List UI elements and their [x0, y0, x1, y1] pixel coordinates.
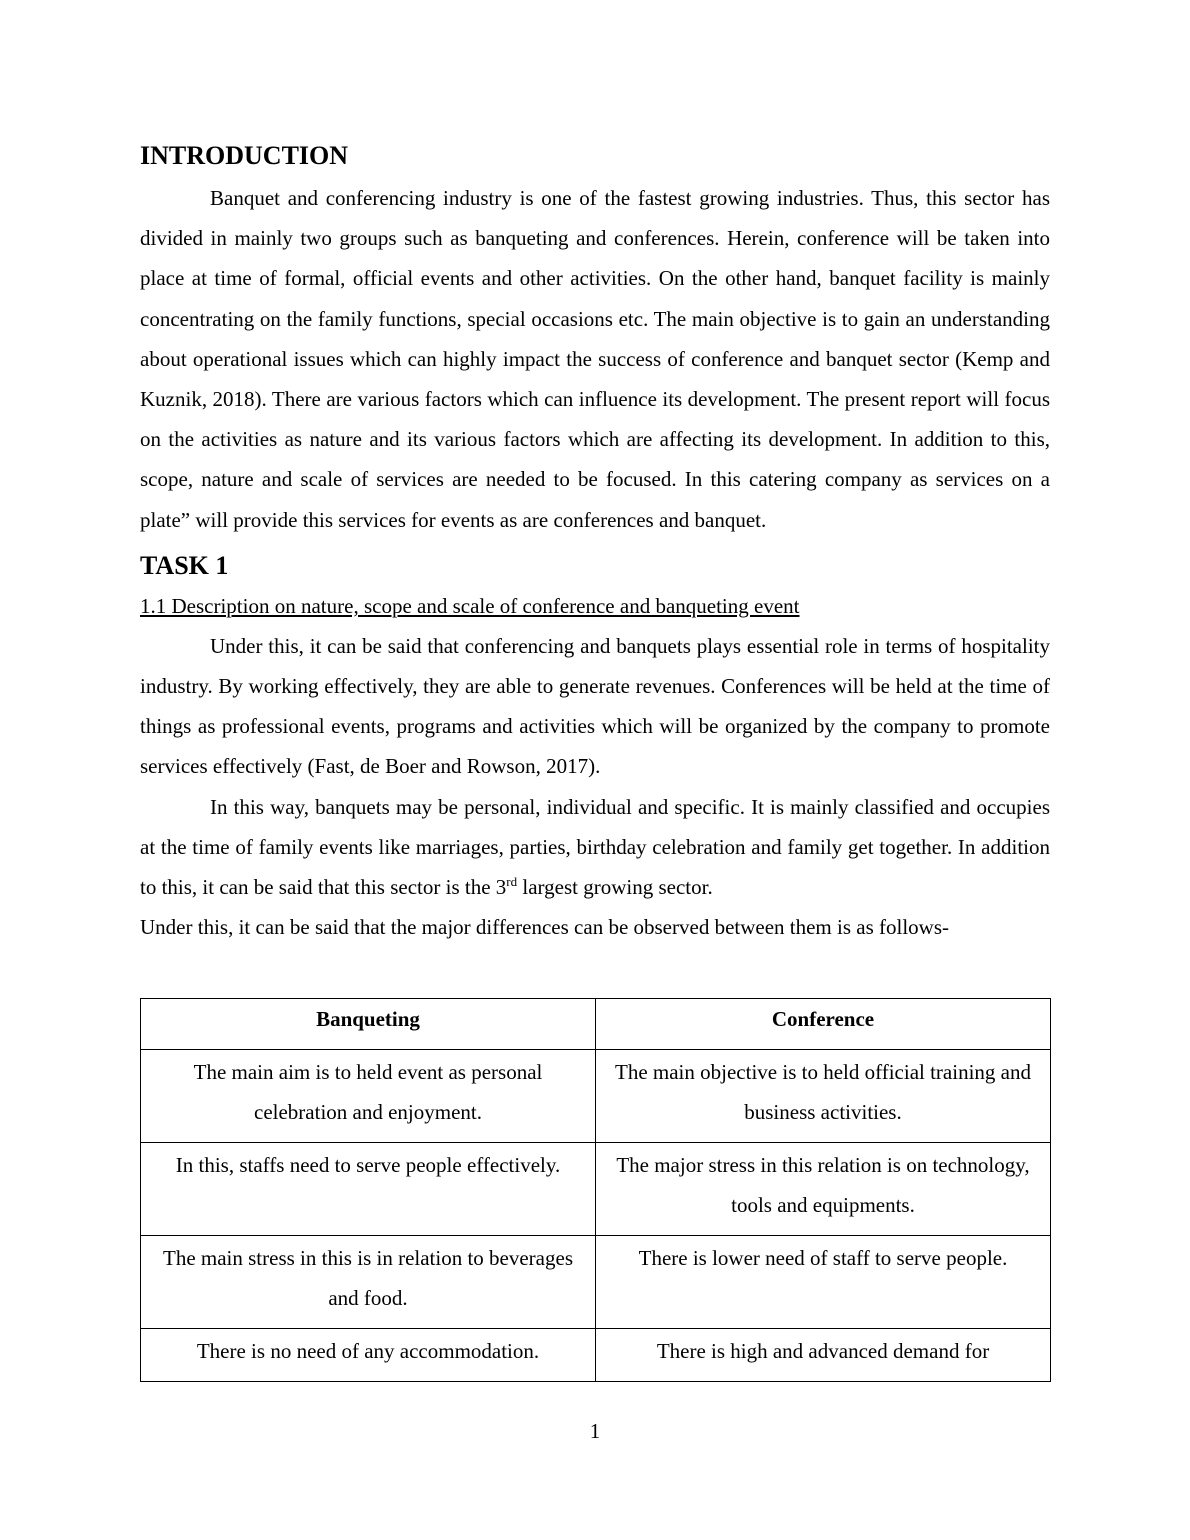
table-cell-banqueting: In this, staffs need to serve people effectively. — [141, 1143, 596, 1236]
table-header-row — [141, 999, 1051, 1050]
task1-heading: TASK 1 — [140, 550, 229, 580]
page-content — [140, 138, 1050, 947]
header-banqueting: Banqueting — [141, 999, 596, 1050]
task1-paragraph-2 — [140, 787, 1050, 908]
ordinal-suffix: rd — [506, 874, 518, 890]
table-row — [141, 1236, 1051, 1329]
task1-subheading: 1.1 Description on nature, scope and scale of conference and banqueting event — [140, 593, 800, 618]
introduction-paragraph: Banquet and conferencing industry is one of the fastest growing industries. Thus, this sector has divided in mainly two groups such as banqueting and conferences. Herein, conference will be taken into place at time of formal, official events and other activities. On the other hand, banquet facility is mainly concentrating on the family functions, special occasions etc. The main objective is to gain an understanding about operational issues which can highly impact the success of conference and banquet sector (Kemp and Kuznik, 2018). There are various factors which can influence its development. The present report will focus on the activities as nature and its various factors which are affecting its development. In addition to this, scope, nature and scale of services are needed to be focused. In this catering company as services on a plate” will provide this services for events as are conferences and banquet. — [140, 186, 1050, 532]
task1-paragraph-2-end: largest growing sector. — [517, 875, 713, 900]
table-row — [141, 1143, 1051, 1236]
comparison-table — [140, 998, 1051, 1382]
introduction-heading: INTRODUCTION — [140, 141, 349, 170]
table-row — [141, 1329, 1051, 1382]
table-cell-banqueting: There is no need of any accommodation. — [141, 1329, 596, 1382]
table-cell-conference: There is high and advanced demand for — [596, 1329, 1051, 1382]
header-conference: Conference — [596, 999, 1051, 1050]
table-cell-conference: The major stress in this relation is on technology, tools and equipments. — [596, 1143, 1051, 1236]
table-lead-line: Under this, it can be said that the major differences can be observed between them is as follows- — [140, 915, 950, 940]
table-row — [141, 1050, 1051, 1143]
table-cell-banqueting: The main aim is to held event as personal celebration and enjoyment. — [141, 1050, 596, 1143]
page-number: 1 — [589, 1419, 601, 1443]
table-cell-banqueting: The main stress in this is in relation to beverages and food. — [141, 1236, 596, 1329]
table-cell-conference: The main objective is to held official training and business activities. — [596, 1050, 1051, 1143]
table-cell-conference: There is lower need of staff to serve people. — [596, 1236, 1051, 1329]
task1-paragraph-2-text: In this way, banquets may be personal, individual and specific. It is mainly classified and occupies at the time of family events like marriages, parties, birthday celebration and family get together. In addition to this, it can be said that this sector is the 3 — [140, 794, 1050, 900]
task1-paragraph-1: Under this, it can be said that conferencing and banquets plays essential role in terms of hospitality industry. By working effectively, they are able to generate revenues. Conferences will be held at the time of things as professional events, programs and activities which will be organized by the company to promote services effectively (Fast, de Boer and Rowson, 2017). — [140, 633, 1050, 779]
